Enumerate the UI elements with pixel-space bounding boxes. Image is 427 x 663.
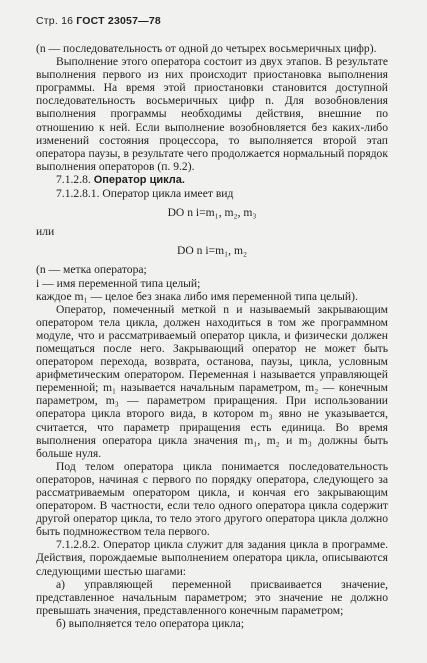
- definition-line: каждое m₁ — целое без знака либо имя переменной типа целый).: [36, 289, 358, 303]
- paragraph: Выполнение этого оператора состоит из двух этапов. В результате выполнения первого из них происходит приостановка выполнения программы. На время этой приостановки становится доступной последовательность восьмеричных цифр n. Для возобновления выполнения программы необходимы действия, внешние по отношению к ней. Если выполнение возобновляется без каких-либо изменений состояния процессора, то выполняется второй этап оператора паузы, в результате чего продолжается нормальный порядок выполнения операторов (п. 9.2).: [36, 55, 388, 173]
- paragraph: Оператор, помеченный меткой n и называемый закрывающим оператором тела цикла, должен находиться в том же программном модуле, что и рассматриваемый оператор цикла, и физически должен помещаться после него. Закрывающий оператор не может быть оператором перехода, возврата, останова, паузы, цикла, условным арифметическим оператором. Переменная i называется управляющей переменной; m₁ называется начальным параметром, m₂ — конечным параметром, m₃ — параметром приращения. При использовании оператора цикла второго вида, в котором m₃ явно не указывается, считается, что параметр приращения есть единица. Во время выполнения оператора цикла значения m₁, m₂ и m₃ должны быть больше нуля.: [36, 302, 388, 460]
- list-item: а) управляющей переменной присваивается значение, представленное начальным параметром; это значение не должно превышать значения, представленного конечным параметром;: [36, 577, 388, 617]
- section-number: 7.1.2.8.: [56, 172, 91, 186]
- paragraph: Под телом оператора цикла понимается последовательность операторов, начиная с первого по порядку оператора, следующего за рассматриваемым оператором цикла, и кончая его закрывающим оператором. В частности, если тело одного оператора цикла содержит другой оператор цикла, то тело этого другого оператора цикла должно быть подмножеством тела первого.: [36, 459, 388, 539]
- definition-line: (n — метка оператора;: [36, 263, 147, 277]
- page-header: [36, 15, 161, 27]
- paragraph: 7.1.2.8.2. Оператор цикла служит для задания цикла в программе. Действия, порождаемые выполнением оператора цикла, описываются следующими шестью шагами:: [36, 538, 388, 578]
- document-body: [36, 42, 388, 630]
- formula: DO n i=m₁, m₂, m₃: [167, 206, 257, 220]
- paragraph: (n — последовательность от одной до четырех восьмеричных цифр).: [36, 42, 377, 55]
- standard-code: ГОСТ 23057—78: [76, 15, 161, 27]
- page-number: Стр. 16: [36, 15, 74, 27]
- formula: DO n i=m₁, m₂: [176, 244, 247, 258]
- conjunction: или: [36, 225, 55, 239]
- section-heading: [36, 173, 388, 187]
- paragraph: 7.1.2.8.1. Оператор цикла имеет вид: [56, 187, 234, 201]
- definition-line: i — имя переменной типа целый;: [36, 276, 201, 290]
- list-item: б) выполняется тело оператора цикла;: [56, 616, 245, 630]
- section-title: Оператор цикла.: [93, 173, 185, 186]
